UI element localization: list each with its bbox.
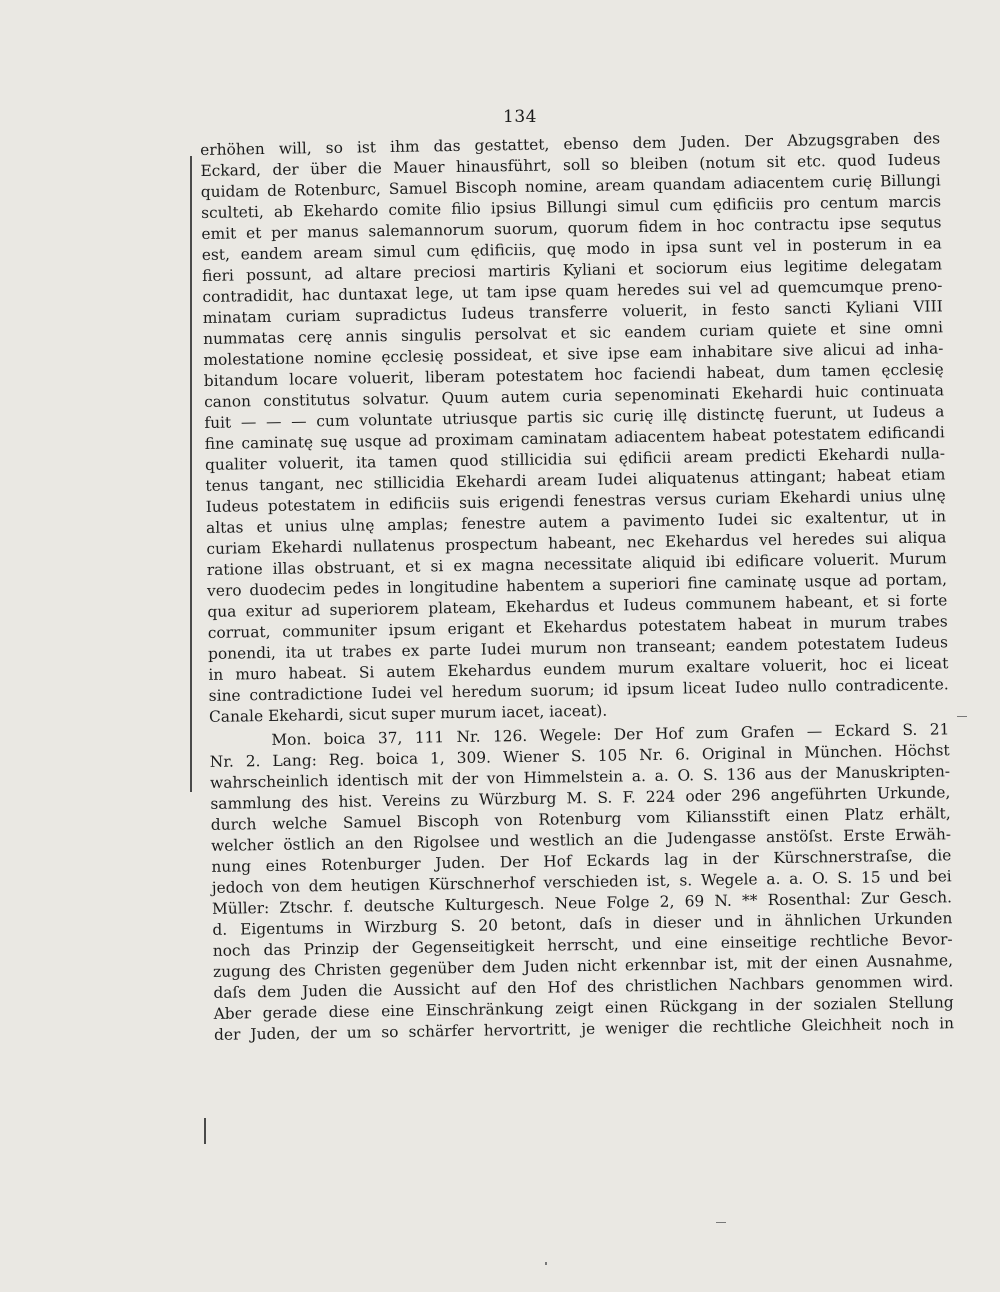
text-line: Mon. boica 37, 111 Nr. 126. Wegele: Der Hof zum Grafen — Eckard S. 21 <box>271 720 950 749</box>
text-line: fine caminatę suę usque ad proximam caminatam adiacentem habeat potestatem edificandi <box>204 423 945 453</box>
text-line: daſs dem Juden die Aussicht auf den Hof des christlichen Nachbars genommen wird. <box>213 972 954 1002</box>
text-line: nummatas cerę annis singulis persolvat et sic eandem curiam quiete et sine omni <box>202 318 944 348</box>
text-line: erhöhen will, so ist ihm das gestattet, ebenso dem Juden. Der Abzugsgraben des <box>200 129 941 159</box>
text-line: est, eandem aream simul cum ędificiis, quę modo in ipsa sunt vel in posterum in ea <box>201 234 942 264</box>
text-line: sculteti, ab Ekehardo comite filio ipsius Billungi simul cum ędificiis pro centum marcis <box>201 192 942 222</box>
text-line: Aber gerade diese eine Einschränkung zeigt einen Rückgang in der sozialen Stellung <box>213 993 954 1023</box>
text-line: altas et unius ulnę amplas; fenestre autem a pavimento Iudei sic exaltentur, ut in <box>205 507 947 537</box>
text-line: quidam de Rotenburc, Samuel Biscoph nomine, aream quandam adiacentem curię Billungi <box>200 171 941 201</box>
text-line: tenus tangant, nec stillicidia Ekehardi aream Iudei aliquatenus attingant; habeat etiam <box>205 465 946 495</box>
speck <box>545 1262 547 1265</box>
text-line: nung eines Rotenburger Juden. Der Hof Eckards lag in der Kürschnerstraſse, die <box>211 846 952 876</box>
text-line: curiam Ekehardi nullatenus prospectum habeant, nec Ekehardus vel heredes sui aliqua <box>206 528 947 558</box>
text-line: corruat, communiter ipsum erigant et Ekehardus potestatem habeat in murum trabes <box>207 612 948 642</box>
margin-rule <box>190 156 192 792</box>
text-line: qua exitur ad superiorem plateam, Ekehardus et Iudeus communem habeant, et si forte <box>207 591 948 621</box>
text-line: sammlung des hist. Vereins zu Würzburg M. S. F. 224 oder 296 angeführten Urkunde, <box>210 783 951 813</box>
text-line: fuit — — — cum voluntate utriusque partis sic curię illę distinctę fuerunt, ut Iudeus a <box>204 402 945 432</box>
body-text <box>200 128 954 1046</box>
margin-rule <box>204 1118 206 1144</box>
text-line: der Juden, der um so schärfer hervortritt, je weniger die rechtliche Gleichheit noch in <box>213 1014 955 1044</box>
margin-dash <box>716 1222 726 1223</box>
text-line: sine contradictione Iudei vel heredum suorum; id ipsum liceat Iudeo nullo contradicente. <box>208 675 949 705</box>
text-line: ponendi, ita ut trabes ex parte Iudei murum non transeant; eandem potestatem Iudeus <box>207 633 949 663</box>
text-line: bitandum locare voluerit, liberam potestatem hoc faciendi habeat, dum tamen ęcclesię <box>203 360 944 390</box>
text-line: noch das Prinzip der Gegenseitigkeit herrscht, und eine einseitige rechtliche Bevor- <box>212 930 953 960</box>
text-line: emit et per manus salemannorum suorum, quorum fidem in hoc contractu ipse sequtus <box>201 213 942 243</box>
text-line: durch welche Samuel Biscoph von Rotenburg vom Kiliansstift einen Platz erhält, <box>210 804 951 834</box>
text-line: contradidit, hac duntaxat lege, ut tam ipse quam heredes sui vel ad quemcumque preno- <box>202 276 943 306</box>
page-number: 134 <box>503 107 537 127</box>
text-line: qualiter voluerit, ita tamen quod stillicidia sui ędificii aream predicti Ekehardi nulla- <box>204 444 946 474</box>
text-line: ratione illas obstruant, et si ex magna necessitate aliquid ibi edificare voluerit. Murum <box>206 549 947 579</box>
text-line: welcher östlich an den Rigolsee und westlich an die Judengasse anstöſst. Erste Erwäh- <box>210 825 952 855</box>
text-line: in muro habeat. Si autem Ekehardus eundem murum exaltare voluerit, hoc ei liceat <box>208 654 949 684</box>
text-line: Eckard, der über die Mauer hinausführt, soll so bleiben (notum sit etc. quod Iudeus <box>200 150 941 180</box>
text-line: jedoch von dem heutigen Kürschnerhof verschieden ist, s. Wegele a. a. O. S. 15 und bei <box>211 867 952 897</box>
text-line: zugung des Christen gegenüber dem Juden nicht erkennbar ist, mit der einen Ausnahme, <box>212 951 954 981</box>
text-line: fieri possunt, ad altare preciosi martiris Kyliani et sociorum eius legitime delegatam <box>201 255 943 285</box>
text-line: Nr. 2. Lang: Reg. boica 1, 309. Wiener S. 105 Nr. 6. Original in München. Höchst <box>209 741 950 771</box>
text-line: Müller: Ztschr. f. deutsche Kulturgesch. Neue Folge 2, 69 N. ** Rosenthal: Zur Gesch. <box>211 888 953 918</box>
text-line: wahrscheinlich identisch mit der von Himmelstein a. a. O. S. 136 aus der Manuskripten- <box>209 762 951 792</box>
text-line: minatam curiam supradictus Iudeus transferre voluerit, in festo sancti Kyliani VIII <box>202 297 943 327</box>
text-line: vero duodecim pedes in longitudine habentem a superiori fine caminatę usque ad portam, <box>206 570 948 600</box>
text-line: canon constitutus solvatur. Quum autem curia sepenominati Ekehardi huic continuata <box>203 381 945 411</box>
text-line: molestatione nomine ęcclesię possideat, et sive ipse eam inhabitare sive alicui ad inha- <box>203 339 944 369</box>
text-line: Canale Ekehardi, sicut super murum iacet, iaceat). <box>208 701 608 726</box>
text-line: Iudeus potestatem in edificiis suis erigendi fenestras versus curiam Ekehardi unius ulnę <box>205 486 946 516</box>
text-line: d. Eigentums in Wirzburg S. 20 betont, daſs in dieser und in ähnlichen Urkunden <box>212 909 953 939</box>
margin-dash <box>957 716 967 717</box>
